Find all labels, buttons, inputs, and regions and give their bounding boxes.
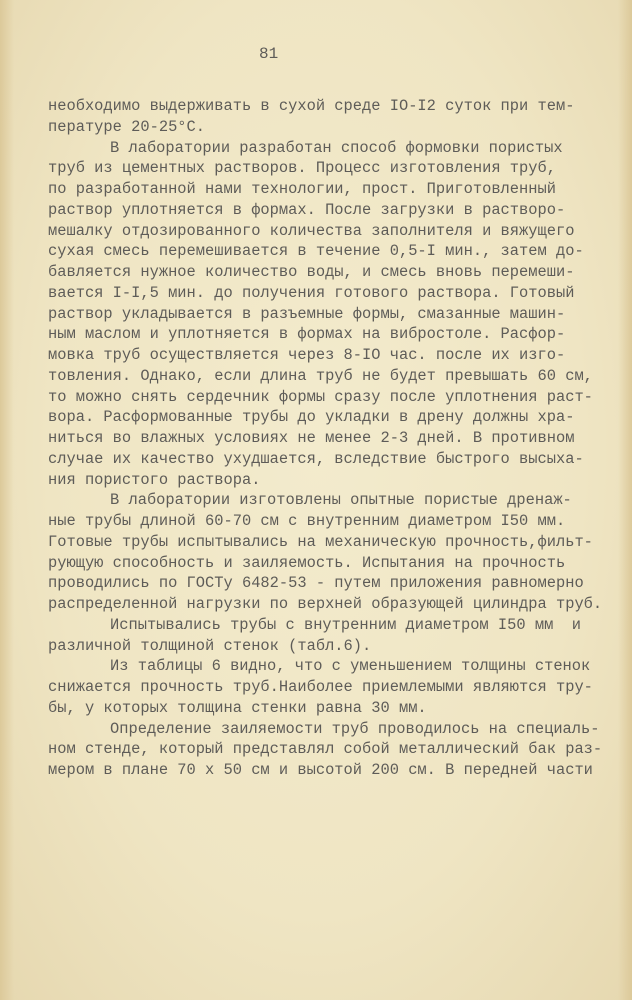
text-line: различной толщиной стенок (табл.6). <box>48 636 372 655</box>
text-line: по разработанной нами технологии, прост. Приготовленный <box>48 180 556 198</box>
text-line: вается I-I,5 мин. до получения готового раствора. Готовый <box>48 283 575 302</box>
body-text <box>48 96 628 781</box>
text-line: Испытывались трубы с внутренним диаметром I50 мм и <box>110 615 582 634</box>
text-line: бы, у которых толщина стенки равна 30 мм. <box>48 698 427 717</box>
text-line: ниться во влажных условиях не менее 2-3 дней. В противном <box>48 429 575 447</box>
text-line: ном стенде, который представлял собой металлический бак раз- <box>48 740 603 759</box>
text-line: то можно снять сердечник формы сразу после уплотнения раст- <box>48 387 593 406</box>
text-line: проводились по ГОСТу 6482-53 - путем приложения равномерно <box>48 574 584 593</box>
text-line: ния пористого раствора. <box>48 470 261 489</box>
text-line: мовка труб осуществляется через 8-IO час. после их изго- <box>48 346 566 364</box>
text-line: Готовые трубы испытывались на механическую прочность,фильт- <box>48 532 593 551</box>
text-line: ным маслом и уплотняется в формах на вибростоле. Расфор- <box>48 325 566 344</box>
text-line: снижается прочность труб.Наиболее приемлемыми являются тру- <box>48 678 593 696</box>
text-line: раствор укладывается в разъемные формы, смазанные машин- <box>48 304 566 323</box>
text-line: бавляется нужное количество воды, и смесь вновь перемеши- <box>48 263 575 281</box>
text-line: необходимо выдерживать в сухой среде IO-I2 суток при тем- <box>48 97 575 115</box>
text-line: ные трубы длиной 60-70 см с внутренним диаметром I50 мм. <box>48 512 566 530</box>
text-line: рующую способность и заиляемость. Испытания на прочность <box>48 553 566 572</box>
text-line: товления. Однако, если длина труб не будет превышать 60 см, <box>48 366 593 385</box>
page-number: 81 <box>259 45 279 63</box>
text-line: В лаборатории разработан способ формовки пористых <box>110 138 563 157</box>
text-line: распределенной нагрузки по верхней образующей цилиндра труб. <box>48 595 603 613</box>
text-line: раствор уплотняется в формах. После загрузки в растворо- <box>48 200 566 219</box>
text-line: В лаборатории изготовлены опытные пористые дренаж- <box>110 491 572 510</box>
text-line: мешалку отдозированного количества заполнителя и вяжущего <box>48 221 575 240</box>
text-line: Определение заиляемости труб проводилось на специаль- <box>110 719 600 738</box>
text-line: пературе 20-25°С. <box>48 117 206 136</box>
text-line: труб из цементных растворов. Процесс изготовления труб, <box>48 159 556 178</box>
text-line: вора. Расформованные трубы до укладки в дрену должны хра- <box>48 408 575 427</box>
text-line: Из таблицы 6 видно, что с уменьшением толщины стенок <box>110 657 591 676</box>
text-line: мером в плане 70 х 50 см и высотой 200 см. В передней части <box>48 761 593 779</box>
text-line: случае их качество ухудшается, вследствие быстрого высыха- <box>48 449 584 468</box>
text-line: сухая смесь перемешивается в течение 0,5-I мин., затем до- <box>48 242 584 261</box>
page-edge-shadow <box>0 0 14 1000</box>
